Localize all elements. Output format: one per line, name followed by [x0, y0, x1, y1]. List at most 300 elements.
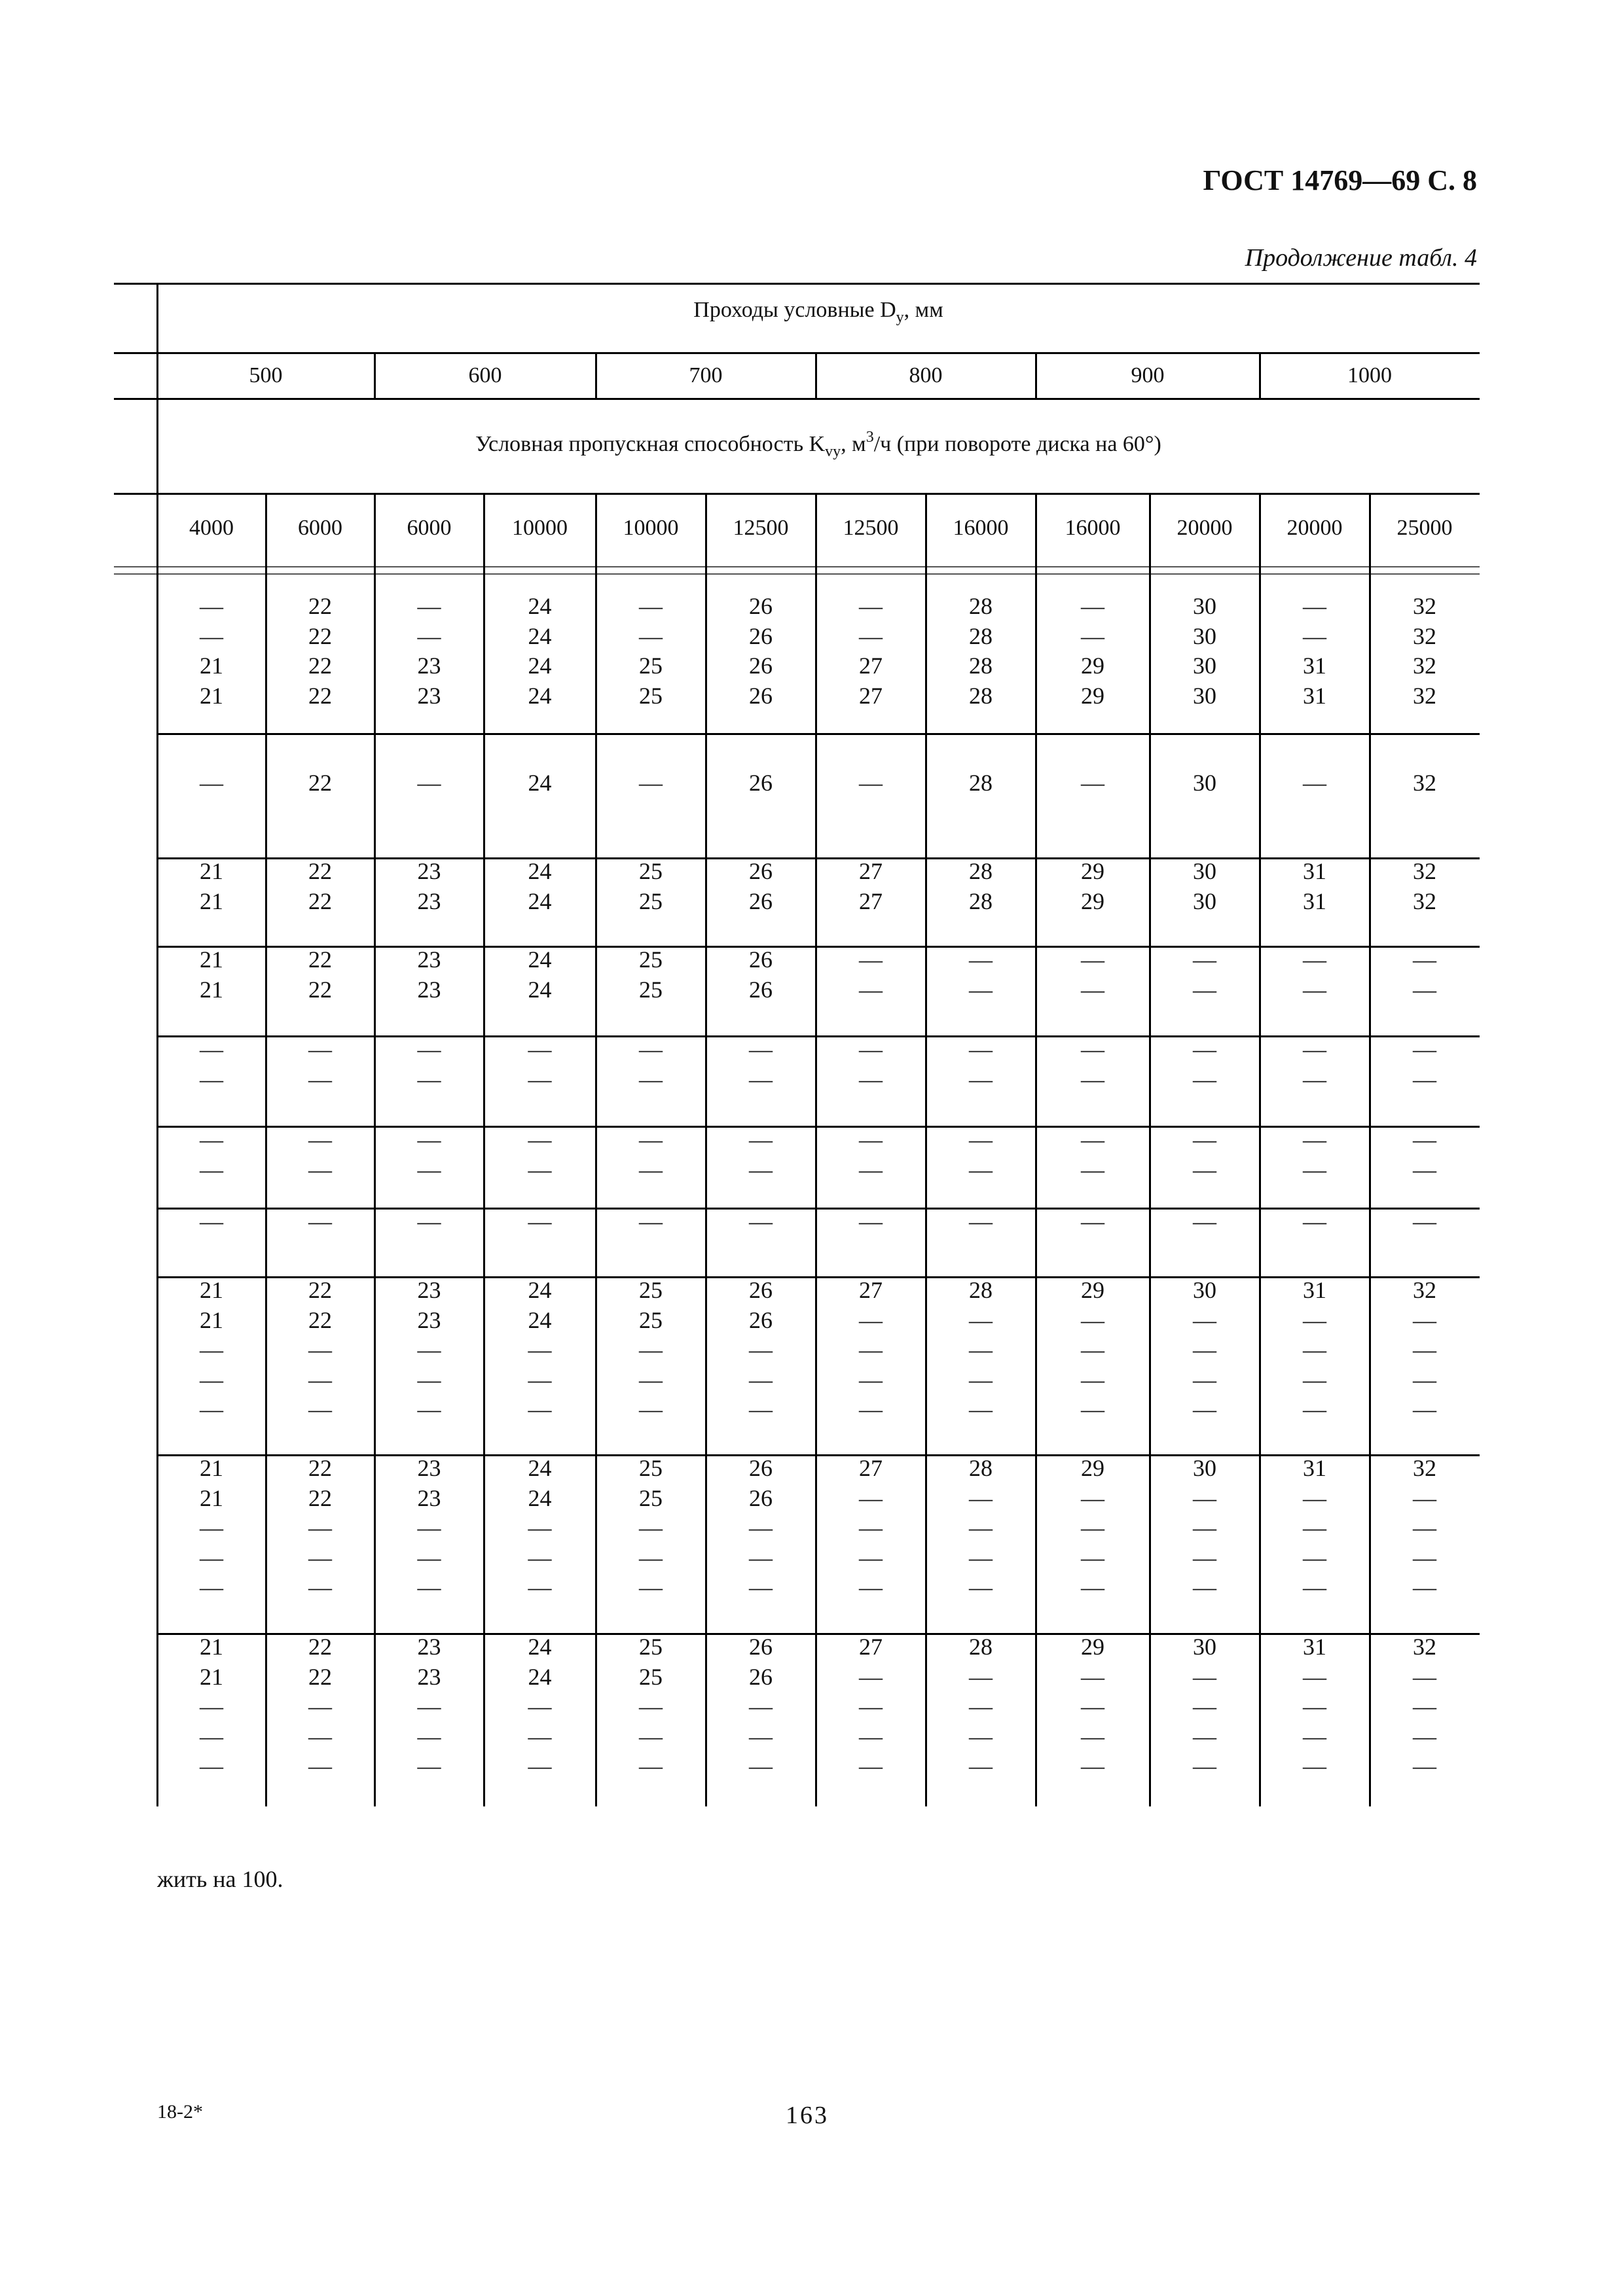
- table-cell: —: [200, 1723, 223, 1749]
- header-rule-capacity: [114, 493, 1480, 495]
- table-cell: 22: [308, 622, 332, 649]
- table-cell: —: [639, 1753, 663, 1779]
- table-cell: —: [200, 1515, 223, 1541]
- header-diameter-900: 900: [1131, 363, 1165, 387]
- table-cell: 31: [1303, 1277, 1326, 1303]
- table-cell: —: [859, 1366, 883, 1393]
- table-cell: —: [308, 1396, 332, 1422]
- table-cell: 22: [308, 682, 332, 709]
- table-cell: 28: [969, 770, 993, 796]
- table-cell: 24: [528, 593, 552, 619]
- table-cell: 22: [308, 1306, 332, 1333]
- header-capacity-value: 16000: [1065, 516, 1121, 540]
- table-cell: 29: [1081, 653, 1104, 679]
- table-cell: —: [1193, 1066, 1216, 1092]
- table-cell: 26: [749, 1306, 773, 1333]
- table-cell: —: [308, 1336, 332, 1363]
- table-cell: —: [1303, 976, 1326, 1003]
- table-cell: —: [1303, 593, 1326, 619]
- table-cell: 25: [639, 1484, 663, 1511]
- table-cell: 22: [308, 653, 332, 679]
- table-cell: 24: [528, 1306, 552, 1333]
- table-cell: 26: [749, 976, 773, 1003]
- table-cell: —: [969, 946, 993, 973]
- table-cell: 32: [1413, 1455, 1436, 1481]
- table-cell: 22: [308, 858, 332, 884]
- table-cell: —: [1081, 1126, 1104, 1153]
- table-cell: —: [1081, 1336, 1104, 1363]
- table-cell: 32: [1413, 770, 1436, 796]
- table-cell: —: [859, 1126, 883, 1153]
- table-cell: —: [749, 1066, 773, 1092]
- table-cell: 25: [639, 1306, 663, 1333]
- table-cell: 23: [417, 976, 441, 1003]
- table-cell: 21: [200, 888, 223, 914]
- table-cell: —: [200, 1396, 223, 1422]
- table-cell: —: [639, 1156, 663, 1183]
- table-cell: —: [1413, 1693, 1436, 1719]
- table-cell: —: [1081, 1396, 1104, 1422]
- table-cell: —: [1193, 1306, 1216, 1333]
- table-cell: 30: [1193, 1455, 1216, 1481]
- table-cell: 23: [417, 653, 441, 679]
- header-capacity-value: 4000: [189, 516, 234, 540]
- table-cell: 30: [1193, 682, 1216, 709]
- header-capacity-superscript: 3: [866, 429, 874, 446]
- table-cell: —: [859, 1484, 883, 1511]
- table-cell: —: [749, 1336, 773, 1363]
- table-cell: 22: [308, 593, 332, 619]
- table-cell: —: [1303, 622, 1326, 649]
- table-cell: —: [528, 1208, 552, 1234]
- table-cell: —: [1081, 1753, 1104, 1779]
- header-diameter-divider: [1259, 352, 1261, 398]
- table-cell: —: [417, 1126, 441, 1153]
- table-cell: 23: [417, 1455, 441, 1481]
- header-capacity-value: 6000: [298, 516, 342, 540]
- header-diameter-divider: [374, 352, 376, 398]
- table-cell: 25: [639, 888, 663, 914]
- table-cell: 27: [859, 1634, 883, 1660]
- table-cell: —: [1413, 1066, 1436, 1092]
- table-cell: —: [1303, 1663, 1326, 1690]
- table-cell: —: [1413, 1126, 1436, 1153]
- table-cell: —: [200, 1753, 223, 1779]
- header-rule-double-1: [114, 566, 1480, 567]
- table-cell: —: [308, 1723, 332, 1749]
- table-cell: 23: [417, 1306, 441, 1333]
- table-cell: —: [1413, 1753, 1436, 1779]
- table-cell: —: [200, 1336, 223, 1363]
- table-cell: —: [859, 1723, 883, 1749]
- table-cell: —: [1413, 1036, 1436, 1062]
- table-cell: —: [200, 622, 223, 649]
- table-cell: —: [1193, 1693, 1216, 1719]
- table-cell: 26: [749, 1455, 773, 1481]
- header-diameter-500: 500: [249, 363, 283, 387]
- table-cell: 24: [528, 770, 552, 796]
- header-passes-subscript: у: [896, 309, 904, 326]
- table-cell: —: [1413, 1306, 1436, 1333]
- table-cell: —: [417, 1208, 441, 1234]
- header-passes-text: Проходы условные D: [693, 298, 896, 322]
- table-cell: 21: [200, 1277, 223, 1303]
- table-cell: —: [308, 1156, 332, 1183]
- table-cell: 23: [417, 858, 441, 884]
- table-cell: —: [308, 1036, 332, 1062]
- table-cell: —: [1303, 1544, 1326, 1571]
- table-cell: —: [528, 1366, 552, 1393]
- table-cell: —: [1413, 1515, 1436, 1541]
- table-cell: 32: [1413, 1277, 1436, 1303]
- table-cell: 27: [859, 653, 883, 679]
- table-cell: —: [1413, 1336, 1436, 1363]
- table-cell: —: [1081, 1515, 1104, 1541]
- table-cell: 25: [639, 1634, 663, 1660]
- table-cell: 24: [528, 1634, 552, 1660]
- header-diameter-1000: 1000: [1347, 363, 1392, 387]
- table-cell: —: [859, 946, 883, 973]
- table-cell: —: [639, 770, 663, 796]
- table-cell: 25: [639, 1663, 663, 1690]
- table-cell: —: [308, 1208, 332, 1234]
- table-cell: —: [1193, 1663, 1216, 1690]
- table-cell: 30: [1193, 770, 1216, 796]
- table-cell: —: [749, 1544, 773, 1571]
- table-cell: —: [639, 1396, 663, 1422]
- table-cell: 24: [528, 888, 552, 914]
- table-cell: 26: [749, 858, 773, 884]
- table-cell: —: [1303, 1515, 1326, 1541]
- table-cell: 32: [1413, 653, 1436, 679]
- table-cell: 29: [1081, 1634, 1104, 1660]
- table-cell: —: [1193, 946, 1216, 973]
- table-cell: 22: [308, 1663, 332, 1690]
- table-cell: —: [749, 1208, 773, 1234]
- footnote-text: жить на 100.: [157, 1866, 283, 1892]
- table-cell: 21: [200, 946, 223, 973]
- table-cell: 26: [749, 888, 773, 914]
- header-passes-unit: , мм: [903, 298, 943, 322]
- table-cell: —: [859, 1336, 883, 1363]
- table-cell: —: [749, 1126, 773, 1153]
- table-cell: —: [859, 1066, 883, 1092]
- table-top-rule: [114, 283, 1480, 285]
- table-cell: 29: [1081, 888, 1104, 914]
- table-cell: —: [528, 1156, 552, 1183]
- table-cell: —: [639, 1366, 663, 1393]
- header-capacity-value: 12500: [843, 516, 899, 540]
- header-diameter-divider: [1035, 352, 1037, 398]
- header-capacity-value: 12500: [733, 516, 789, 540]
- table-cell: 21: [200, 1455, 223, 1481]
- table-cell: —: [417, 1366, 441, 1393]
- table-cell: —: [200, 593, 223, 619]
- table-cell: 31: [1303, 682, 1326, 709]
- table-cell: —: [1303, 946, 1326, 973]
- table-cell: —: [1413, 1544, 1436, 1571]
- table-cell: 28: [969, 1634, 993, 1660]
- table-cell: 31: [1303, 1634, 1326, 1660]
- table-cell: —: [417, 1396, 441, 1422]
- document-header-title: ГОСТ 14769—69 С. 8: [1203, 164, 1477, 196]
- table-cell: 28: [969, 653, 993, 679]
- table-cell: —: [639, 1336, 663, 1363]
- table-cell: —: [528, 1753, 552, 1779]
- table-cell: —: [528, 1693, 552, 1719]
- table-cell: 23: [417, 682, 441, 709]
- table-cell: 22: [308, 770, 332, 796]
- table-cell: —: [1303, 1484, 1326, 1511]
- table-cell: —: [528, 1723, 552, 1749]
- table-cell: 27: [859, 1277, 883, 1303]
- table-cell: —: [200, 770, 223, 796]
- table-cell: —: [1303, 1126, 1326, 1153]
- header-diameter-700: 700: [689, 363, 723, 387]
- table-cell: —: [859, 593, 883, 619]
- header-capacity-subscript: vy: [825, 443, 841, 460]
- table-cell: —: [1413, 1574, 1436, 1600]
- table-cell: —: [749, 1693, 773, 1719]
- table-cell: 32: [1413, 1634, 1436, 1660]
- table-cell: 25: [639, 653, 663, 679]
- table-cell: —: [1193, 1396, 1216, 1422]
- table-cell: 24: [528, 1484, 552, 1511]
- table-cell: —: [859, 976, 883, 1003]
- table-cell: —: [528, 1515, 552, 1541]
- table-cell: —: [749, 1515, 773, 1541]
- table-cell: 30: [1193, 1277, 1216, 1303]
- table-cell: 24: [528, 682, 552, 709]
- table-cell: 23: [417, 946, 441, 973]
- table-cell: —: [417, 1753, 441, 1779]
- table-cell: —: [1303, 1208, 1326, 1234]
- table-cell: 30: [1193, 653, 1216, 679]
- table-cell: —: [200, 1693, 223, 1719]
- table-cell: —: [1413, 976, 1436, 1003]
- table-cell: —: [1081, 1208, 1104, 1234]
- table-cell: 24: [528, 858, 552, 884]
- table-cell: —: [1081, 593, 1104, 619]
- table-cell: —: [1193, 1208, 1216, 1234]
- table-cell: 31: [1303, 653, 1326, 679]
- header-capacity-value: 20000: [1176, 516, 1233, 540]
- table-cell: —: [1081, 770, 1104, 796]
- header-capacity-unit: , м: [841, 432, 866, 456]
- table-cell: 23: [417, 888, 441, 914]
- table-cell: 26: [749, 1634, 773, 1660]
- table-cell: 23: [417, 1484, 441, 1511]
- table-cell: 24: [528, 946, 552, 973]
- table-cell: —: [859, 1574, 883, 1600]
- table-cell: 26: [749, 593, 773, 619]
- table-cell: —: [308, 1693, 332, 1719]
- table-cell: 22: [308, 1634, 332, 1660]
- table-cell: 31: [1303, 1455, 1326, 1481]
- header-diameter-600: 600: [468, 363, 502, 387]
- table-cell: 26: [749, 1277, 773, 1303]
- table-cell: —: [969, 1066, 993, 1092]
- header-rule-double-2: [114, 573, 1480, 575]
- header-capacity-value: 25000: [1396, 516, 1453, 540]
- table-cell: 30: [1193, 622, 1216, 649]
- table-cell: 26: [749, 946, 773, 973]
- table-cell: 21: [200, 858, 223, 884]
- table-cell: —: [528, 1544, 552, 1571]
- table-cell: 24: [528, 976, 552, 1003]
- table-cell: 27: [859, 888, 883, 914]
- table-cell: —: [859, 1515, 883, 1541]
- table-cell: —: [528, 1574, 552, 1600]
- table-cell: 22: [308, 1484, 332, 1511]
- table-cell: —: [1303, 1693, 1326, 1719]
- table-cell: 27: [859, 1455, 883, 1481]
- table-cell: —: [308, 1126, 332, 1153]
- table-cell: —: [417, 1723, 441, 1749]
- table-cell: 26: [749, 682, 773, 709]
- header-capacity-text: Условная пропускная способность K: [475, 432, 826, 456]
- table-cell: —: [308, 1753, 332, 1779]
- table-cell: 30: [1193, 593, 1216, 619]
- table-cell: 32: [1413, 888, 1436, 914]
- table-cell: 25: [639, 1277, 663, 1303]
- table-cell: —: [1081, 1036, 1104, 1062]
- page-number: 163: [786, 2102, 829, 2129]
- table-cell: —: [1413, 946, 1436, 973]
- table-cell: —: [859, 770, 883, 796]
- table-cell: —: [308, 1515, 332, 1541]
- table-cell: —: [639, 1693, 663, 1719]
- table-cell: 24: [528, 1455, 552, 1481]
- table-cell: —: [859, 1306, 883, 1333]
- table-cell: —: [1413, 1663, 1436, 1690]
- table-cell: 25: [639, 682, 663, 709]
- table-cell: —: [969, 976, 993, 1003]
- table-cell: —: [1081, 1544, 1104, 1571]
- table-cell: 26: [749, 1663, 773, 1690]
- table-cell: —: [528, 1396, 552, 1422]
- table-cell: —: [1081, 1723, 1104, 1749]
- table-cell: —: [1303, 770, 1326, 796]
- table-cell: 28: [969, 622, 993, 649]
- table-cell: —: [639, 1208, 663, 1234]
- header-rule-diameters: [114, 398, 1480, 400]
- table-cell: —: [1303, 1066, 1326, 1092]
- table-cell: 21: [200, 1306, 223, 1333]
- table-cell: 28: [969, 1455, 993, 1481]
- table-cell: —: [528, 1336, 552, 1363]
- table-cell: —: [969, 1036, 993, 1062]
- table-cell: 23: [417, 1634, 441, 1660]
- table-cell: 25: [639, 858, 663, 884]
- table-cell: —: [1193, 1723, 1216, 1749]
- table-cell: —: [200, 1544, 223, 1571]
- table-cell: —: [859, 1753, 883, 1779]
- table-cell: 26: [749, 622, 773, 649]
- header-capacity-value: 16000: [953, 516, 1009, 540]
- table-cell: —: [969, 1515, 993, 1541]
- table-cell: —: [417, 1156, 441, 1183]
- table-cell: —: [969, 1366, 993, 1393]
- table-cell: —: [1081, 1484, 1104, 1511]
- table-cell: 22: [308, 946, 332, 973]
- table-cell: —: [1081, 1366, 1104, 1393]
- table-cell: —: [639, 1515, 663, 1541]
- table-cell: 32: [1413, 593, 1436, 619]
- table-cell: —: [639, 1066, 663, 1092]
- table-cell: 29: [1081, 1455, 1104, 1481]
- table-cell: —: [859, 1663, 883, 1690]
- table-cell: 23: [417, 1277, 441, 1303]
- table-cell: —: [417, 1336, 441, 1363]
- table-cell: 32: [1413, 682, 1436, 709]
- table-cell: —: [1193, 1484, 1216, 1511]
- table-cell: 26: [749, 653, 773, 679]
- table-cell: —: [969, 1484, 993, 1511]
- table-cell: —: [1081, 1156, 1104, 1183]
- table-cell: —: [308, 1366, 332, 1393]
- table-cell: —: [1413, 1723, 1436, 1749]
- table-cell: —: [1413, 1396, 1436, 1422]
- table-cell: —: [1081, 976, 1104, 1003]
- table-cell: 28: [969, 682, 993, 709]
- table-cell: —: [417, 1693, 441, 1719]
- table-cell: —: [308, 1066, 332, 1092]
- table-cell: —: [1193, 1574, 1216, 1600]
- table-cell: —: [1193, 1366, 1216, 1393]
- table-cell: —: [639, 1126, 663, 1153]
- table-cell: —: [749, 1156, 773, 1183]
- table-cell: 28: [969, 593, 993, 619]
- table-cell: —: [417, 1544, 441, 1571]
- table-cell: —: [749, 1723, 773, 1749]
- table-cell: —: [200, 1036, 223, 1062]
- table-cell: —: [417, 622, 441, 649]
- table-cell: —: [969, 1693, 993, 1719]
- table-cell: 31: [1303, 858, 1326, 884]
- table-cell: —: [1081, 622, 1104, 649]
- table-cell: —: [1303, 1336, 1326, 1363]
- table-cell: 22: [308, 1455, 332, 1481]
- table-cell: —: [528, 1126, 552, 1153]
- table-cell: —: [417, 1066, 441, 1092]
- table-cell: 30: [1193, 858, 1216, 884]
- table-cell: —: [417, 1036, 441, 1062]
- table-cell: —: [969, 1156, 993, 1183]
- table-cell: 21: [200, 976, 223, 1003]
- table-cell: 32: [1413, 858, 1436, 884]
- table-cell: —: [1303, 1723, 1326, 1749]
- table-cell: —: [528, 1036, 552, 1062]
- table-cell: 23: [417, 1663, 441, 1690]
- table-cell: 32: [1413, 622, 1436, 649]
- header-passes: [157, 298, 1480, 327]
- table-cell: —: [969, 1396, 993, 1422]
- table-cell: 31: [1303, 888, 1326, 914]
- table-cell: —: [1081, 1066, 1104, 1092]
- table-cell: —: [639, 1574, 663, 1600]
- table-cell: 21: [200, 1484, 223, 1511]
- table-cell: —: [308, 1544, 332, 1571]
- table-cell: —: [1081, 1693, 1104, 1719]
- table-cell: —: [1081, 1574, 1104, 1600]
- table-cell: 27: [859, 682, 883, 709]
- table-cell: —: [639, 593, 663, 619]
- table-cell: —: [969, 1306, 993, 1333]
- table-cell: —: [1413, 1366, 1436, 1393]
- table-cell: —: [639, 1036, 663, 1062]
- table-cell: 28: [969, 858, 993, 884]
